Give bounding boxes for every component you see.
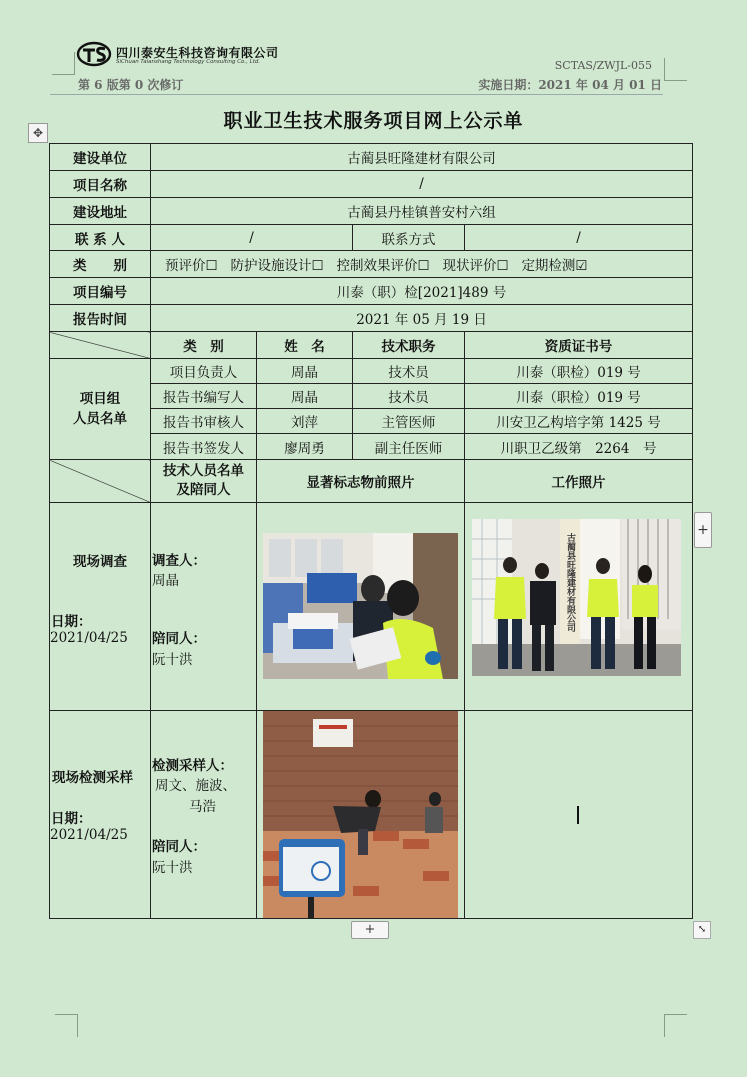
page-title: 职业卫生技术服务项目网上公示单 (223, 110, 524, 132)
corner-mark-tl (52, 52, 75, 75)
sampling-date-label: 日期： (51, 811, 92, 827)
survey-staff-cell (151, 503, 257, 711)
team-header-row (50, 332, 693, 359)
survey-title-cell (50, 503, 151, 711)
sampling-date: 2021/04/25 (50, 827, 128, 843)
doc-code: SCTAS/ZWJL-055 (554, 59, 652, 72)
notice-table (49, 143, 693, 919)
value-address[interactable]: 古蔺县丹桂镇普安村六组 (151, 198, 693, 225)
member-name: 周晶 (257, 359, 353, 384)
label-category: 类 别 (50, 251, 151, 278)
col-staff-1: 技术人员名单 (163, 463, 244, 479)
survey-work-photo-cell (465, 503, 693, 711)
sampling-staff-cell (151, 711, 257, 919)
header-divider (50, 94, 663, 95)
company-name-en: SiChuan Taianshang Technology Consulting Co., Ltd. (116, 59, 261, 65)
photo-header-row (50, 460, 693, 503)
sampling-companion-label: 陪同人： (152, 839, 206, 855)
label-report-date: 报告时间 (50, 305, 151, 332)
member-name: 周晶 (257, 384, 353, 409)
office-photo (263, 533, 458, 679)
survey-companion-name: 阮十洪 (152, 652, 193, 668)
category-options (151, 251, 693, 278)
label-unit: 建设单位 (50, 144, 151, 171)
corner-mark-tr (664, 58, 687, 81)
team-group-label (50, 359, 151, 460)
text-cursor (577, 806, 579, 824)
row-category (50, 251, 693, 278)
revision-text: 第 6 版第 0 次修订 (78, 78, 184, 92)
team-row (50, 359, 693, 384)
label-address: 建设地址 (50, 198, 151, 225)
row-project-name (50, 171, 693, 198)
table-move-handle-icon[interactable]: ✥ (28, 123, 48, 143)
survey-date: 2021/04/25 (50, 630, 128, 646)
row-contact (50, 225, 693, 251)
member-title: 技术员 (353, 359, 465, 384)
label-project-name: 项目名称 (50, 171, 151, 198)
option-pre-evaluation[interactable]: 预评价☐ (165, 258, 218, 274)
survey-companion-label: 陪同人： (152, 631, 206, 647)
value-contact[interactable]: / (151, 225, 353, 251)
sampling-sign-photo-cell (257, 711, 465, 919)
member-role: 项目负责人 (151, 359, 257, 384)
col-staff-2: 及陪同人 (176, 482, 231, 498)
survey-date-label: 日期： (51, 614, 92, 630)
member-title: 技术员 (353, 384, 465, 409)
value-contact-method[interactable]: / (465, 225, 693, 251)
survey-row (50, 503, 693, 711)
option-status-evaluation[interactable]: 现状评价☐ (442, 258, 509, 274)
sampling-companion-name: 阮十洪 (152, 860, 193, 876)
value-unit[interactable]: 古蔺县旺隆建材有限公司 (151, 144, 693, 171)
diagonal-cell (50, 460, 151, 503)
company-logo (76, 40, 336, 72)
option-periodic-inspection[interactable]: 定期检测☑ (521, 258, 588, 274)
company-name-cn: 四川泰安生科技咨询有限公司 (116, 46, 279, 60)
col-name: 姓 名 (257, 332, 353, 359)
label-contact-method: 联系方式 (353, 225, 465, 251)
table-resize-handle-icon[interactable]: ⤡ (693, 921, 711, 939)
row-unit (50, 144, 693, 171)
logo-mark-icon (76, 40, 112, 68)
sampler-names-1: 周文、施波、 (155, 778, 236, 794)
row-report-date (50, 305, 693, 332)
col-certificate: 资质证书号 (465, 332, 693, 359)
diagonal-cell (50, 332, 151, 359)
member-title: 主管医师 (353, 409, 465, 434)
team-group-label-2: 人员名单 (73, 411, 127, 427)
value-project-code[interactable]: 川泰（职）检[2021]489 号 (151, 278, 693, 305)
col-staff (151, 460, 257, 503)
value-project-name[interactable]: / (151, 171, 693, 198)
investigator-name: 周晶 (152, 573, 179, 589)
col-category: 类 别 (151, 332, 257, 359)
member-role: 报告书审核人 (151, 409, 257, 434)
survey-sign-photo-cell (257, 503, 465, 711)
sampling-row (50, 711, 693, 919)
sampler-label: 检测采样人： (152, 758, 233, 774)
member-name: 刘萍 (257, 409, 353, 434)
col-work-photo: 工作照片 (465, 460, 693, 503)
add-row-button[interactable]: + (351, 921, 389, 939)
investigator-label: 调查人： (152, 553, 206, 569)
value-report-date[interactable]: 2021 年 05 月 19 日 (151, 305, 693, 332)
member-role: 报告书编写人 (151, 384, 257, 409)
signboard-text: 古蔺县旺隆建材有限公司 (565, 533, 575, 632)
option-protection-design[interactable]: 防护设施设计☐ (230, 258, 324, 274)
member-cert: 川职卫乙级第 2264 号 (465, 434, 693, 460)
survey-title: 现场调查 (73, 554, 127, 570)
corner-mark-br (664, 1014, 687, 1037)
add-column-button[interactable]: + (694, 512, 712, 548)
member-cert: 川安卫乙构培字第 1425 号 (465, 409, 693, 434)
member-role: 报告书签发人 (151, 434, 257, 460)
team-photo (472, 519, 681, 676)
row-project-code (50, 278, 693, 305)
label-project-code: 项目编号 (50, 278, 151, 305)
team-group-label-1: 项目组 (79, 391, 121, 407)
member-title: 副主任医师 (353, 434, 465, 460)
label-contact: 联 系 人 (50, 225, 151, 251)
member-cert: 川泰（职检）019 号 (465, 359, 693, 384)
sampling-photo (263, 711, 458, 918)
member-cert: 川泰（职检）019 号 (465, 384, 693, 409)
sampling-title-cell (50, 711, 151, 919)
col-sign-photo: 显著标志物前照片 (257, 460, 465, 503)
row-address (50, 198, 693, 225)
member-name: 廖周勇 (257, 434, 353, 460)
sampler-names-2: 马浩 (189, 799, 216, 815)
sampling-title: 现场检测采样 (52, 770, 133, 786)
corner-mark-bl (55, 1014, 78, 1037)
option-control-evaluation[interactable]: 控制效果评价☐ (336, 258, 430, 274)
implementation-date: 实施日期：2021 年 04 月 01 日 (478, 78, 662, 92)
col-title: 技术职务 (353, 332, 465, 359)
